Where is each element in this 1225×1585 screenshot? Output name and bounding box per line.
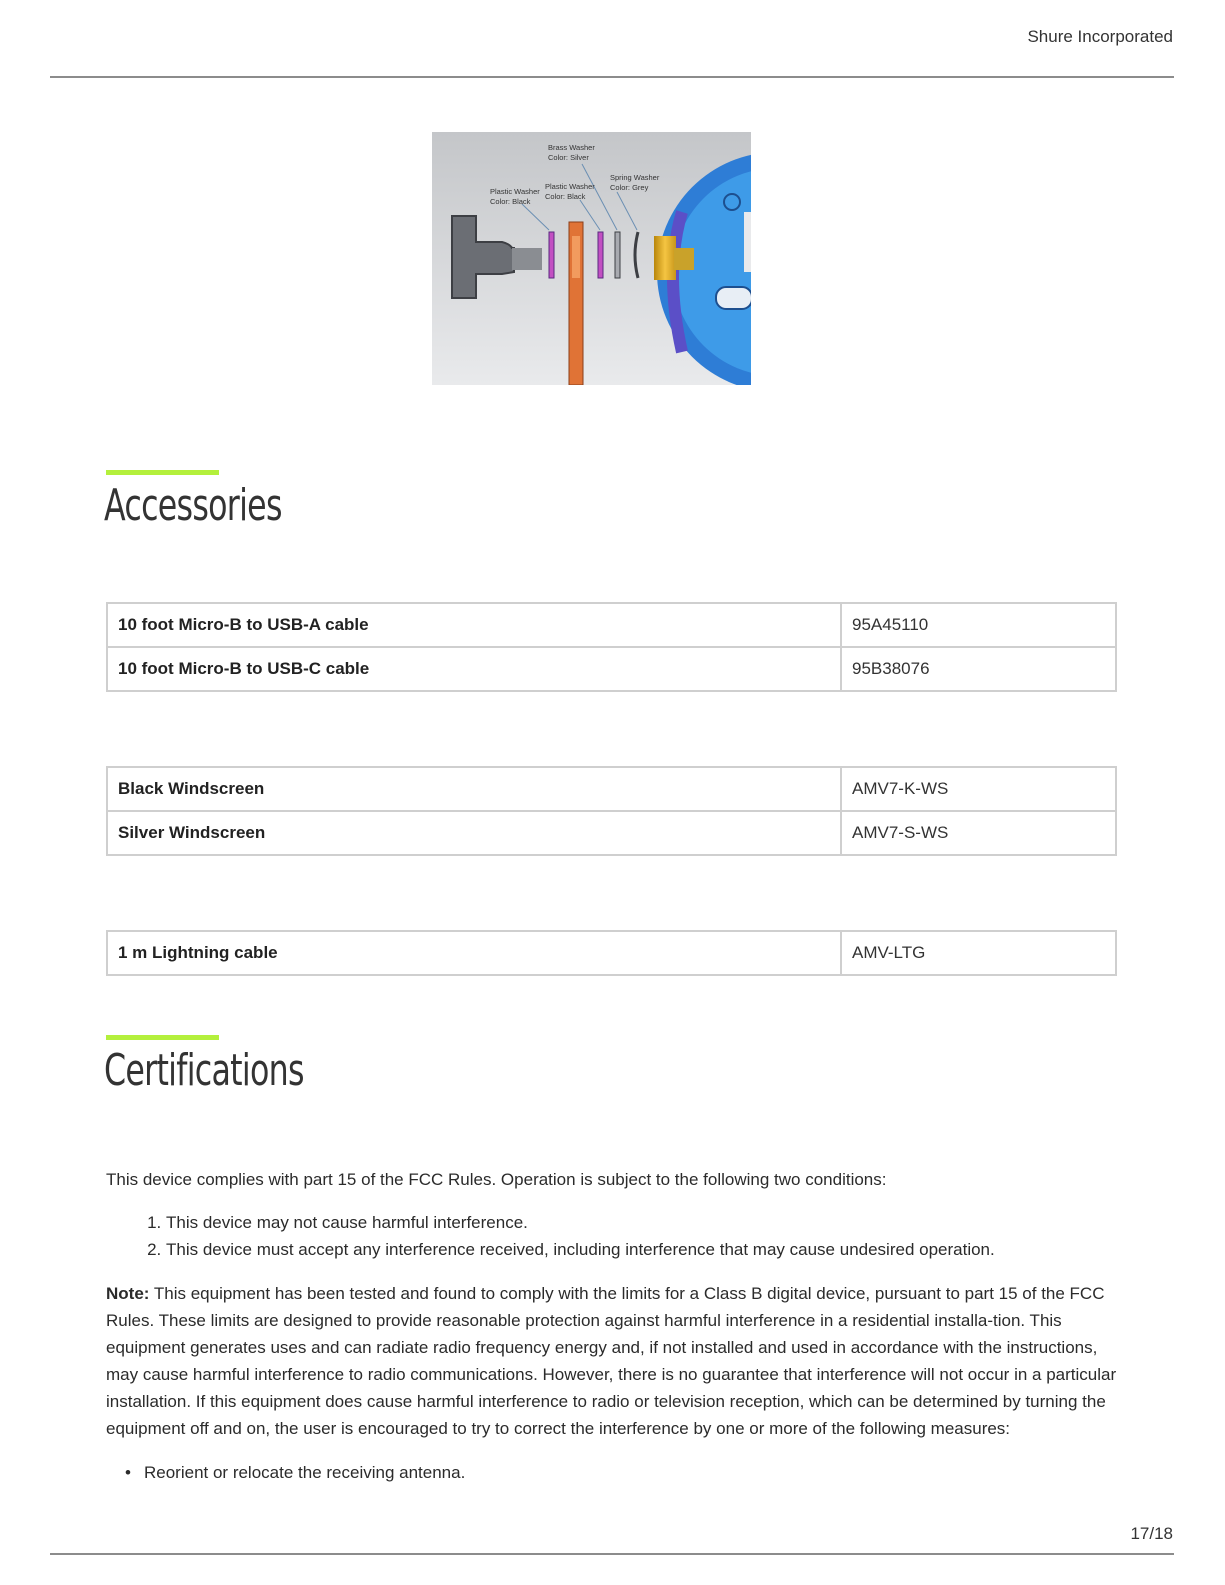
note-label: Note:: [106, 1284, 150, 1303]
accessory-part-number: AMV7-S-WS: [841, 811, 1116, 855]
accessories-table-cables: [106, 602, 1117, 692]
accessory-name: Black Windscreen: [107, 767, 841, 811]
certifications-accent-bar: [106, 1035, 219, 1040]
list-item: • Reorient or relocate the receiving antenna.: [144, 1459, 1118, 1486]
table-row: [107, 767, 1116, 811]
table-row: [107, 603, 1116, 647]
table-row: [107, 647, 1116, 691]
accessories-table-windscreens: [106, 766, 1117, 856]
fcc-intro: This device complies with part 15 of the FCC Rules. Operation is subject to the following two conditions:: [106, 1170, 887, 1189]
accessory-name: 10 foot Micro-B to USB-A cable: [107, 603, 841, 647]
measures-list: [106, 1459, 1118, 1486]
washer-assembly-figure: [432, 132, 751, 385]
certifications-heading: Certifications: [104, 1045, 304, 1096]
list-item: 1. This device may not cause harmful interference.: [166, 1209, 1118, 1236]
bracket-graphic: [569, 222, 583, 385]
accessory-name: Silver Windscreen: [107, 811, 841, 855]
header-company-name: Shure Incorporated: [1027, 27, 1173, 46]
accessories-accent-bar: [106, 470, 219, 475]
accessories-heading: Accessories: [104, 480, 282, 531]
table-row: [107, 811, 1116, 855]
certifications-body: [106, 1166, 1118, 1486]
table-row: [107, 931, 1116, 975]
label-brass-washer: Brass Washer Color: Silver: [548, 143, 595, 162]
fcc-conditions-list: [106, 1209, 1118, 1263]
accessory-name: 10 foot Micro-B to USB-C cable: [107, 647, 841, 691]
note-text: This equipment has been tested and found to comply with the limits for a Class B digital device, pursuant to part 15 of the FCC Rules. These limits are designed to provide reasonable protection against harmful interference in a residential installa-tion. This equipment generates uses and can radiate radio frequency energy and, if not installed and used in accordance with the instructions, may cause harmful interference to radio communications. However, there is no guarantee that interference will not occur in a particular installation. If this equipment does cause harmful interference to radio or television reception, which can be determined by turning the equipment off and on, the user is encouraged to try to correct the interference by one or more of the following measures:: [106, 1284, 1117, 1438]
accessory-part-number: 95A45110: [841, 603, 1116, 647]
footer-divider: [50, 1553, 1174, 1555]
fcc-note: [106, 1280, 1118, 1442]
accessory-part-number: AMV-LTG: [841, 931, 1116, 975]
label-spring-washer: Spring Washer Color: Grey: [610, 173, 660, 192]
label-plastic-washer-left: Plastic Washer Color: Black: [490, 187, 540, 206]
accessory-name: 1 m Lightning cable: [107, 931, 841, 975]
label-plastic-washer-mid: Plastic Washer Color: Black: [545, 182, 595, 201]
accessory-part-number: AMV7-K-WS: [841, 767, 1116, 811]
page-number: 17/18: [1130, 1524, 1173, 1543]
accessory-part-number: 95B38076: [841, 647, 1116, 691]
header-divider: [50, 76, 1174, 78]
accessories-table-lightning: [106, 930, 1117, 976]
list-item: 2. This device must accept any interference received, including interference that may cause undesired operation.: [166, 1236, 1118, 1263]
